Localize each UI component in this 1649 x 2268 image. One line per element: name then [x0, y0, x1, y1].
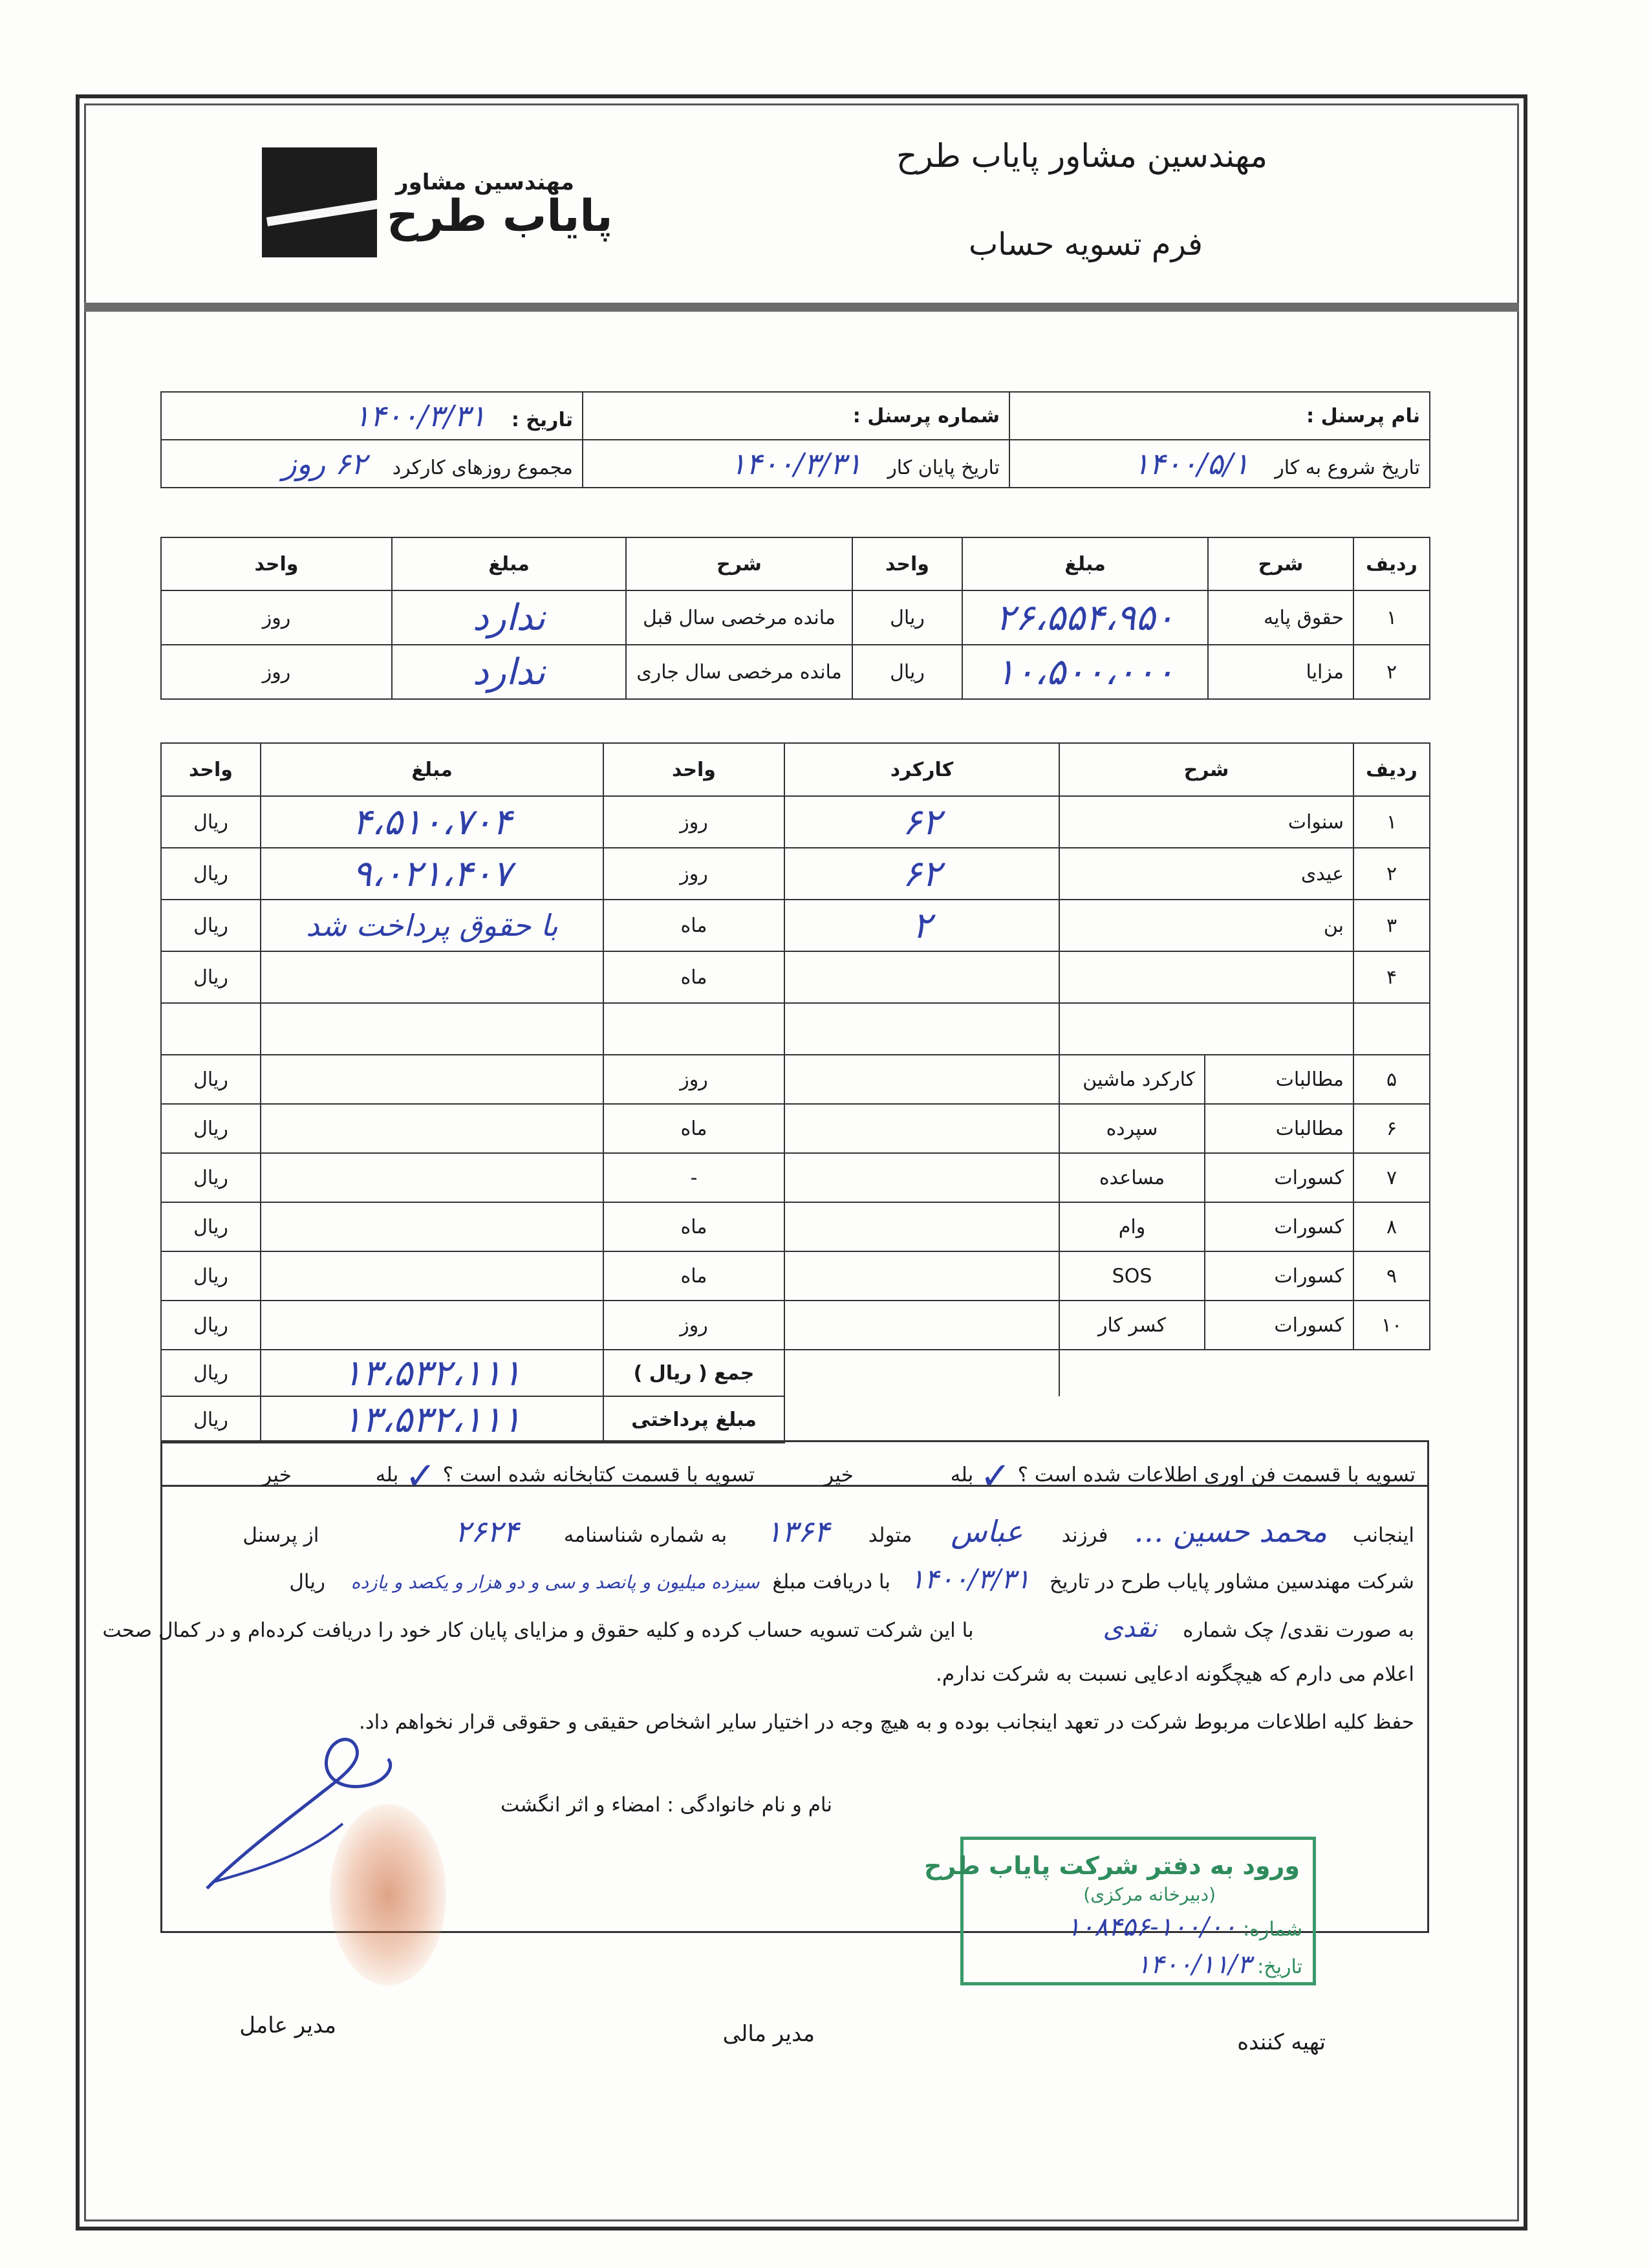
t2-unit2: ریال	[161, 900, 261, 951]
end-date-label: تاریخ پایان کار	[887, 457, 1000, 479]
salary-table	[160, 537, 1430, 700]
decl-text: به صورت نقدی/ چک شماره	[1183, 1619, 1414, 1642]
decl-date: ۱۴۰۰/۳/۳۱	[909, 1563, 1031, 1595]
payable-label: مبلغ پرداختی	[603, 1396, 784, 1443]
t1-amount2: ندارد	[392, 645, 626, 699]
payable-unit: ریال	[161, 1396, 261, 1443]
t1-header-row-num: ردیف	[1353, 537, 1430, 590]
decl-father: عباس	[951, 1514, 1023, 1549]
t2-desc: وام	[1059, 1202, 1205, 1251]
table-row	[161, 951, 1430, 1003]
t2-work	[784, 1251, 1059, 1301]
t2-category: کسورات	[1205, 1202, 1353, 1251]
workdays-value: ۶۲ روز	[282, 446, 367, 481]
decl-text: اینجانب	[1352, 1524, 1414, 1547]
t2-unit2: ریال	[161, 951, 261, 1003]
company-name: مهندسین مشاور پایاب طرح	[896, 137, 1267, 175]
t1-unit2: روز	[161, 645, 392, 699]
decl-text: فرزند	[1061, 1524, 1108, 1547]
preparer-label: تهیه کننده	[1237, 2029, 1326, 2055]
stamp-date	[1136, 1950, 1302, 1980]
finance-manager-label: مدیر مالی	[722, 2021, 815, 2047]
t1-desc: مزایا	[1208, 645, 1353, 699]
t2-row-num: ۲	[1353, 848, 1430, 900]
t2-work	[784, 1104, 1059, 1153]
t2-header-desc: شرح	[1059, 743, 1353, 796]
personnel-name-label: نام پرسنل :	[1306, 404, 1420, 427]
personnel-number-label: شماره پرسنل :	[852, 404, 1000, 427]
signature-label: نام و نام خانوادگی : امضاء و اثر انگشت	[501, 1793, 832, 1817]
workdays-label: مجموع روزهای کارکرد	[392, 457, 573, 479]
signature	[194, 1720, 401, 1901]
t2-amount: با حقوق پرداخت شد	[261, 900, 603, 951]
checkmark-icon: ✓	[405, 1454, 436, 1498]
decl-text: به شماره شناسنامه	[563, 1524, 727, 1547]
date-value: ۱۴۰۰/۳/۳۱	[354, 398, 486, 433]
t2-unit: روز	[603, 796, 784, 848]
stamp-title: ورود به دفتر شرکت پایاب طرح	[923, 1852, 1300, 1880]
decl-amount-words: سیزده میلیون و پانصد و سی و دو هزار و یکصد و یازده	[350, 1571, 760, 1593]
decl-check: نقدی	[1103, 1614, 1158, 1643]
decl-name: محمد حسین …	[1134, 1514, 1328, 1549]
t1-unit: ریال	[852, 590, 962, 645]
decl-text: متولد	[868, 1524, 912, 1547]
logo-stripe	[266, 198, 377, 226]
t2-work: ۶۲	[784, 796, 1059, 848]
company-logo	[262, 147, 377, 257]
decl-text: از پرسنل	[242, 1524, 319, 1547]
personnel-name-cell	[1009, 392, 1430, 440]
start-date-cell	[1009, 440, 1430, 488]
workdays-cell	[161, 440, 583, 488]
t2-category: کسورات	[1205, 1301, 1353, 1350]
t2-category: کسورات	[1205, 1153, 1353, 1202]
table-row	[161, 1055, 1430, 1104]
t2-unit: ماه	[603, 1202, 784, 1251]
decl-text: ریال	[289, 1570, 325, 1593]
declaration-line-1	[242, 1514, 1414, 1549]
t2-unit2: ریال	[161, 1055, 261, 1104]
t2-work	[784, 1153, 1059, 1202]
t2-header-unit2: واحد	[161, 743, 261, 796]
header-divider	[84, 303, 1519, 312]
start-date-label: تاریخ شروع به کار	[1275, 457, 1420, 479]
end-date-cell	[583, 440, 1009, 488]
t2-unit2: ریال	[161, 1251, 261, 1301]
t2-header-unit: واحد	[603, 743, 784, 796]
total-value: ۱۳،۵۳۲،۱۱۱	[261, 1350, 603, 1396]
t2-unit: ماه	[603, 1104, 784, 1153]
table-row	[161, 900, 1430, 951]
t2-amount	[261, 1104, 603, 1153]
t1-header-amount2: مبلغ	[392, 537, 626, 590]
t2-unit2: ریال	[161, 796, 261, 848]
date-cell	[161, 392, 583, 440]
t2-unit2: ریال	[161, 1104, 261, 1153]
t2-amount	[261, 1301, 603, 1350]
t2-amount	[261, 1202, 603, 1251]
t2-unit: ماه	[603, 1251, 784, 1301]
t1-unit2: روز	[161, 590, 392, 645]
total-label: جمع ( ریال )	[603, 1350, 784, 1396]
t2-header-amount: مبلغ	[261, 743, 603, 796]
stamp-number-value: ۱۰۰/۰۰-۱۰۸۴۵۶	[1066, 1912, 1237, 1942]
t1-header-desc2: شرح	[626, 537, 852, 590]
t2-row-num: ۶	[1353, 1104, 1430, 1153]
t1-amount: ۱۰،۵۰۰،۰۰۰	[962, 645, 1208, 699]
t2-work	[784, 1055, 1059, 1104]
t2-amount: ۴،۵۱۰،۷۰۴	[261, 796, 603, 848]
logo-subtitle: مهندسین مشاور	[396, 169, 574, 195]
t2-desc: مساعده	[1059, 1153, 1205, 1202]
table-row	[161, 1104, 1430, 1153]
t1-amount2: ندارد	[392, 590, 626, 645]
stamp-date-value: ۱۴۰۰/۱۱/۳	[1136, 1950, 1251, 1980]
table-row	[161, 1202, 1430, 1251]
t2-category: مطالبات	[1205, 1104, 1353, 1153]
t2-unit: ماه	[603, 951, 784, 1003]
stamp-number-label: شماره:	[1243, 1918, 1302, 1941]
table-row	[161, 1153, 1430, 1202]
payable-value: ۱۳،۵۳۲،۱۱۱	[261, 1396, 603, 1443]
t2-amount	[261, 951, 603, 1003]
t2-category: مطالبات	[1205, 1055, 1353, 1104]
t2-desc: SOS	[1059, 1251, 1205, 1301]
stamp-date-label: تاریخ:	[1257, 1956, 1302, 1978]
t2-desc: کارکرد ماشین	[1059, 1055, 1205, 1104]
table-row	[161, 645, 1430, 699]
settlement-checks	[160, 1440, 1429, 1498]
settlement-table	[160, 742, 1430, 1443]
table-row	[161, 1301, 1430, 1350]
declaration-line-4: اعلام می دارم که هیچگونه ادعایی نسبت به شرکت ندارم.	[936, 1663, 1414, 1686]
form-title: فرم تسویه حساب	[968, 226, 1203, 263]
decl-text: با این شرکت تسویه حساب کرده و کلیه حقوق و مزایای پایان کار خود را دریافت کرده‌ام و در کمال صحت	[102, 1619, 974, 1642]
t2-desc: کسر کار	[1059, 1301, 1205, 1350]
t2-unit2: ریال	[161, 1301, 261, 1350]
declaration-line-5: حفظ کلیه اطلاعات مربوط شرکت در تعهد اینجانب بوده و به هیچ وجه در اختیار سایر اشخاص حقیقی و حقوقی قرار نخواهم داد.	[358, 1711, 1414, 1734]
t2-row-num: ۱۰	[1353, 1301, 1430, 1350]
t1-header-amount: مبلغ	[962, 537, 1208, 590]
start-date-value: ۱۴۰۰/۵/۱	[1133, 446, 1249, 481]
t2-unit2: ریال	[161, 848, 261, 900]
registry-stamp	[923, 1837, 1316, 1985]
t2-desc: بن	[1059, 900, 1353, 951]
t2-amount	[261, 1055, 603, 1104]
t2-unit2: ریال	[161, 1202, 261, 1251]
t2-amount	[261, 1153, 603, 1202]
t2-work	[784, 1301, 1059, 1350]
t2-unit: -	[603, 1153, 784, 1202]
t2-unit: روز	[603, 848, 784, 900]
t2-row-num: ۵	[1353, 1055, 1430, 1104]
personnel-table	[160, 391, 1430, 488]
table-row	[161, 1251, 1430, 1301]
t2-row-num: ۱	[1353, 796, 1430, 848]
t2-amount: ۹،۰۲۱،۴۰۷	[261, 848, 603, 900]
it-question: تسویه با قسمت فن اوری اطلاعات شده است ؟	[1017, 1463, 1416, 1487]
t1-header-unit: واحد	[852, 537, 962, 590]
library-no: خیر	[262, 1463, 292, 1487]
t2-desc: سنوات	[1059, 796, 1353, 848]
decl-id: ۲۶۲۴	[455, 1514, 519, 1549]
t1-unit: ریال	[852, 645, 962, 699]
t2-unit: روز	[603, 1055, 784, 1104]
declaration-line-3	[102, 1614, 1414, 1643]
t2-row-num: ۴	[1353, 951, 1430, 1003]
t2-row-num: ۹	[1353, 1251, 1430, 1301]
t2-work: ۶۲	[784, 848, 1059, 900]
t2-amount	[261, 1251, 603, 1301]
t1-row-num: ۲	[1353, 645, 1430, 699]
end-date-value: ۱۴۰۰/۳/۳۱	[729, 446, 862, 481]
t1-desc2: مانده مرخصی سال قبل	[626, 590, 852, 645]
total-row	[161, 1350, 1430, 1396]
checkmark-icon: ✓	[980, 1454, 1011, 1498]
t2-work	[784, 1202, 1059, 1251]
t1-header-unit2: واحد	[161, 537, 392, 590]
t2-unit: ماه	[603, 900, 784, 951]
it-yes: بله	[950, 1463, 974, 1487]
decl-text: شرکت مهندسین مشاور پایاب طرح در تاریخ	[1049, 1570, 1414, 1593]
it-no: خیر	[824, 1463, 854, 1487]
t2-desc: سپرده	[1059, 1104, 1205, 1153]
t2-unit: روز	[603, 1301, 784, 1350]
personnel-number-cell	[583, 392, 1009, 440]
decl-birth: ۱۳۶۴	[766, 1514, 830, 1549]
t2-header-work: کارکرد	[784, 743, 1059, 796]
table-row-blank	[161, 1003, 1430, 1055]
t2-unit2: ریال	[161, 1153, 261, 1202]
date-label: تاریخ :	[511, 409, 573, 431]
t2-desc	[1059, 951, 1353, 1003]
t2-header-row-num: ردیف	[1353, 743, 1430, 796]
stamp-number	[1066, 1912, 1302, 1942]
t2-work	[784, 951, 1059, 1003]
ceo-label: مدیر عامل	[239, 2013, 336, 2038]
library-question: تسویه با قسمت کتابخانه شده است ؟	[442, 1463, 755, 1487]
t2-row-num: ۳	[1353, 900, 1430, 951]
t2-row-num: ۸	[1353, 1202, 1430, 1251]
t2-desc: عیدی	[1059, 848, 1353, 900]
payable-row	[161, 1396, 1430, 1443]
table-row	[161, 590, 1430, 645]
decl-text: با دریافت مبلغ	[772, 1570, 890, 1593]
t2-work: ۲	[784, 900, 1059, 951]
declaration-line-2	[289, 1563, 1414, 1595]
t1-header-desc: شرح	[1208, 537, 1353, 590]
t1-row-num: ۱	[1353, 590, 1430, 645]
logo-title: پایاب طرح	[387, 191, 613, 242]
stamp-subtitle: (دبیرخانه مرکزی)	[1083, 1884, 1216, 1905]
table-row	[161, 796, 1430, 848]
table-row	[161, 848, 1430, 900]
t1-amount: ۲۶،۵۵۴،۹۵۰	[962, 590, 1208, 645]
total-unit: ریال	[161, 1350, 261, 1396]
t2-row-num: ۷	[1353, 1153, 1430, 1202]
t1-desc2: مانده مرخصی سال جاری	[626, 645, 852, 699]
t2-category: کسورات	[1205, 1251, 1353, 1301]
library-yes: بله	[375, 1463, 399, 1487]
t1-desc: حقوق پایه	[1208, 590, 1353, 645]
